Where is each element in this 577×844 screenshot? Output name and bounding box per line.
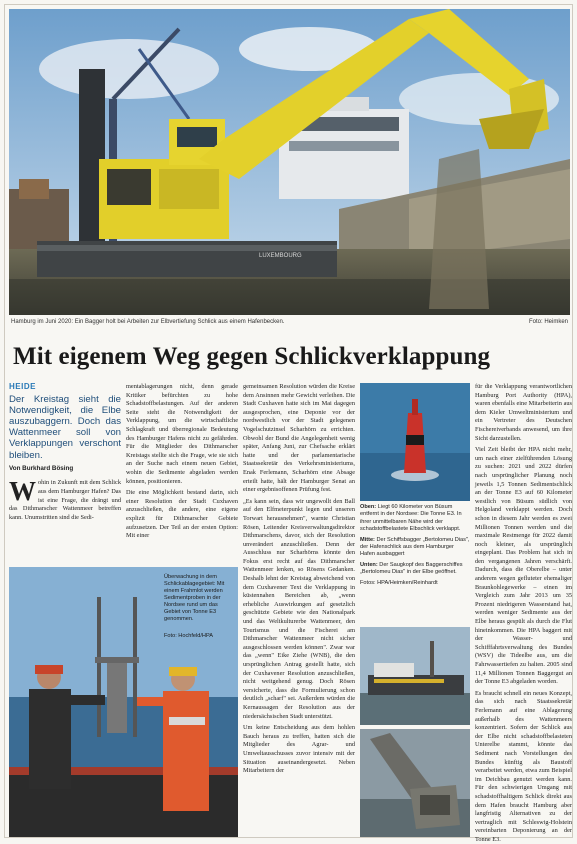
lead-photo-caption: Hamburg im Juni 2020: Ein Bagger holt bei Arbeiten zur Elbvertiefung Schlick aus einem Hafenbecken. bbox=[11, 319, 285, 325]
article-column-2 bbox=[126, 383, 238, 561]
newspaper-page bbox=[4, 4, 573, 843]
article-paragraph: Die eine Möglichkeit bestand darin, sich einer Resolution der Stadt Cuxhaven anzuschließen, die andere, eine eigene explizit für Dithmarscher Gebiete aufzusetzen. Der Teil an der ersten Option: Mit einer bbox=[126, 489, 238, 540]
inset-photo-credit: Foto: Hochfeld/HPA bbox=[164, 633, 214, 639]
photo-dredging-ship bbox=[360, 627, 470, 725]
inset-photo-caption: Überwachung in dem Schlickablagegebiet: Mit einem Frahmlot werden Sedimentproben in der Nordsee rund um das Gebiet von Tonne E3 genommen. bbox=[164, 574, 225, 622]
side-photos-credit: Fotos: HPA/Heimken/Reinhardt bbox=[360, 579, 438, 586]
article-paragraph: Viel Zeit bleibt der HPA nicht mehr, um nach einer zielführenden Lösung zu suchen: 2021 und 2022 dürfen nach ursprünglicher Planung noch jeweils 1,5 Tonnen Sedimentschlick an der Tonne E3 auf 60 Kilometer westlich von Büsum südlich von Helgoland verklappt werden. Doch schon in diesem Jahr werden es zwei Millionen Tonnen werden und die maximale Restmenge für 2022 damit noch kleiner, als ursprünglich eingeplant. Das Problem hat sich in den vergangenen Jahren verschärft. Dadurch, dass die Oberelbe – unter anderem wegen gefluteter ehemaliger Braunkohlegewerke – einen im Vergleich zum Jahr 2013 um 35 Prozent niedrigeren Wasserstand hat, werden weniger Sedimente aus der Elbe heraus gespült als durch die Flut hineinkommen. Die HPA baggert mit der Wasser- und Schifffahrtsverwaltung des Bundes (WSV) die Tideelbe aus, um die Fahrwassertiefen zu halten. 2005 sind 11,4 Millionen Tonnen Baggergut an der Tonne E3 abgeladen worden. bbox=[475, 446, 572, 686]
caption-middle: Der Schiffsbagger „Bertolomeu Dias", der Hafenschlick aus dem Hamburger Hafen ausbaggert bbox=[360, 536, 470, 558]
lead-photo-credit: Foto: Heimken bbox=[528, 319, 568, 325]
caption-top: Liegt 60 Kilometer von Büsum entfernt in der Nordsee: Die Tonne E3. In ihrer unmittelbaren Nähe wird der schadstoffbelastete Elbschlick verklappt. bbox=[360, 504, 462, 533]
article-paragraph: mentablagerungen nicht, denn gerade Kritiker befürchten zu hohe Schadstoffbelastungen. Auf der anderen Seite steht die Notwendigkeit der Verklappung, um die wirtschaftliche Schlagkraft und überregionale Bedeutung des Hamburger Hafens nicht zu gefährden. Für die Mitglieder des Dithmarscher Kreistags stellte sich die Frage, wie sie sich an der Suche nach einem neuen Gebiet, wohin die Sedimente abgeladen werden können, positionieren. bbox=[126, 383, 238, 485]
photo-suction-head bbox=[360, 729, 470, 837]
photo-buoy-e3 bbox=[360, 383, 470, 501]
byline: Von Burkhard Bösing bbox=[9, 464, 74, 472]
article-paragraph: gemeinsamen Resolution würden die Kreise dem Ansinnen mehr Gewicht verleihen. Die Stadt Cuxhaven hatte sich im Mai dagegen ausgesprochen, eine Deponie vor der nordwestlich vor der Stadt gelegenen Vogelschutzinsel Scharhörn zu errichten. Obwohl der Bund die Angelegenheit wenig später, Anfang Juni, zur Chefsache erklärt hatte und der parlamentarische Staatssekretär des Verkehrsministeriums, Enak Ferlemann, Scharhörn eine Absage erteilt hatte, hält der Hamburger Senat an einer ergebnisoffenen Prüfung fest. bbox=[243, 383, 355, 494]
kicker: HEIDE bbox=[9, 382, 36, 391]
article-column-5 bbox=[475, 383, 572, 843]
article-paragraph: für die Verklappung verantwortlichen Hamburg Port Authority (HPA), waren ebenfalls eine Mitarbeiterin aus dem Kieler Umweltministerium und ein Vertreter des Deutschen Fischereiverbands anwesend, um ihre Sicht darzustellen. bbox=[475, 383, 572, 442]
article-paragraph: Um keine Entscheidung aus dem hohlen Bauch heraus zu treffen, hatten sich die Mitglieder des Agrar- und Umweltausschusses zuvor intensiv mit der Situation auseinandergesetzt. Neben Mitarbeitern der bbox=[243, 724, 355, 775]
lead-photo-caption-bar bbox=[9, 317, 570, 329]
lead-photo-dredger bbox=[9, 9, 570, 315]
article-paragraph: Wohin in Zukunft mit dem Schlick aus dem Hamburger Hafen? Das ist eine Frage, die drängt und das Dithmarscher Wattenmeer betreffen kann. Unumstritten sind die Sedi- bbox=[9, 476, 121, 521]
article-column-1 bbox=[9, 383, 121, 561]
inset-photo-caption-block bbox=[164, 574, 234, 640]
vessel-name: LUXEMBOURG bbox=[259, 253, 302, 259]
teaser: Der Kreistag sieht die Notwendigkeit, die Elbe auszubaggern. Doch das Wattenmeer soll von Verklappungen verschont bleiben. bbox=[9, 393, 121, 461]
article-column-3 bbox=[243, 383, 355, 839]
side-captions: Oben: Liegt 60 Kilometer von Büsum entfernt in der Nordsee: Die Tonne E3. In ihrer unmittelbaren Nähe wird der schadstoffbelastete Elbschlick verklappt. Mitte: Der Schiffsbagger „Bertolomeu Dias", der Hafenschlick aus dem Hamburger Hafen ausbaggert Unten: Der Saugkopf des Baggerschiffes „Bertolomeu Dias" in der Elbe geöffnet. Fotos: HPA/Heimken/Reinhardt bbox=[360, 504, 470, 586]
article-paragraph: „Es kann sein, dass wir ungewollt den Ball auf den Elfmeterpunkt legen und unseren Torwart herausnehmen", warnte Christian Rösen, Leitender Kreisverwaltungsdirektor Dithmarschens, davor, sich der Resolution unverändert anzuschließen. Denn der Ausschluss nur Scharhörns könnte den Fokus erst recht auf das Dithmarscher Wattenmeer lenken, so Rösens Gedanken. Deshalb lehnt der Kreistag abweichend von dem Cuxhavener Text die Verklappung in küstennahen Bereichen ab, „wenn erhebliche Auswirkungen auf gesetzlich geschützte Gebiete wie den Nationalpark und das Weltkulturerbe Wattenmeer, den Tourismus und die Fischerei am Dithmarscher Wattenmeer nicht sicher ausgeschlossen werden können". Zwar war das „wenn" Eike Ziehe (WNB), die den ursprünglichen Antrag gestellt hatte, sich der Cuxhavener Resolution anzuschließen, nicht weitgehend genug. Doch Rösen versicherte, dass die Formulierung schon deutlich „scharf" sei. Außerdem würden die Kernaussagen der Resolution aus der niedersächsischen Stadt unterstützt. bbox=[243, 497, 355, 720]
article-paragraph: Es braucht schnell ein neues Konzept, das sich nach Staatssekretär Ferlemann auf eine Ablagerung außerhalb des Wattenmeers konzentriert. Sofern der Schlick aus der Elbe nicht schadstoffbelasteten Unterelbe stammt, könnte das Sediment nach Vorstellungen des Bundes künftig als Baustoff verarbeitet werden, etwa zum Beispiel im Deichbau genutzt werden kann. Für den schwierigen Umgang mit schadstoffhaltigem Schlick direkt aus dem Hafen braucht Hamburg aber langfristig Alternativen zu der vertraglich mit Schleswig-Holstein vereinbarten Deponierung an der Tonne E3. bbox=[475, 689, 572, 843]
dropcap: W bbox=[9, 476, 36, 507]
caption-bottom: Der Saugkopf des Baggerschiffes „Bertolomeu Dias" in der Elbe geöffnet. bbox=[360, 561, 463, 576]
article-headline: Mit eigenem Weg gegen Schlickverklappung bbox=[13, 343, 491, 370]
